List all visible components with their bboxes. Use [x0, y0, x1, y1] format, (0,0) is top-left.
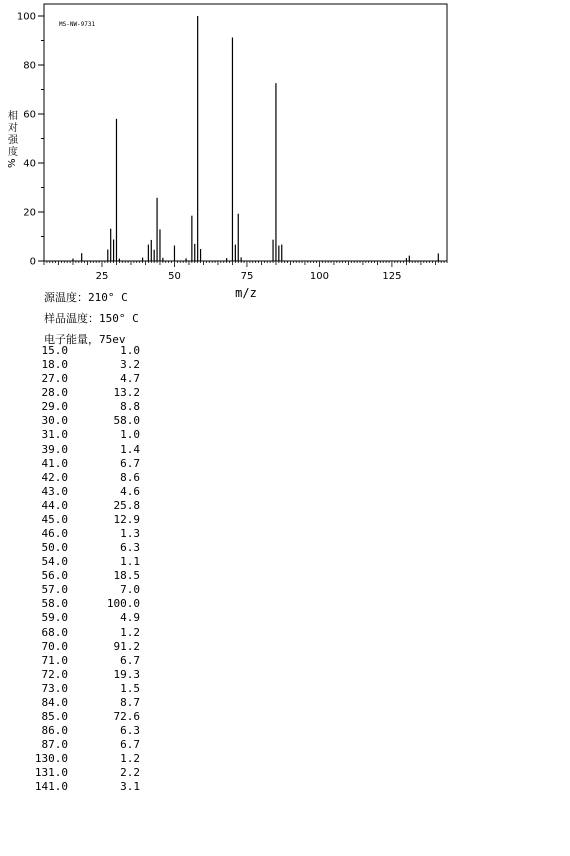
table-row [30, 780, 140, 794]
mz-value: 29.0 [41, 400, 68, 414]
abundance-value: 6.3 [120, 724, 140, 738]
abundance-value: 25.8 [113, 498, 140, 512]
abundance-value: 6.7 [120, 456, 140, 470]
mz-value: 59.0 [41, 611, 68, 625]
svg-text:%: % [7, 158, 18, 168]
x-tick-label: 100 [309, 271, 329, 282]
abundance-value: 1.0 [120, 428, 140, 442]
table-row [30, 372, 140, 386]
abundance-value: 13.2 [113, 386, 140, 400]
y-tick-label: 100 [16, 11, 36, 23]
abundance-value: 2.2 [120, 766, 140, 780]
mz-value: 46.0 [41, 527, 68, 541]
mz-value: 68.0 [41, 625, 68, 639]
mz-value: 71.0 [41, 653, 68, 667]
table-row [30, 344, 140, 358]
table-row [30, 400, 140, 414]
mz-value: 54.0 [41, 555, 68, 569]
y-tick-label: 0 [29, 256, 36, 268]
table-row [30, 710, 140, 724]
x-tick-label: 50 [168, 271, 181, 282]
y-tick-label: 80 [23, 60, 36, 72]
sample-temperature: 样品温度：150° C [44, 312, 139, 325]
abundance-value: 58.0 [113, 414, 140, 428]
mz-value: 43.0 [41, 484, 68, 498]
table-row [30, 752, 140, 766]
mz-value: 73.0 [41, 681, 68, 695]
y-tick-label: 60 [23, 109, 36, 121]
mz-value: 87.0 [41, 738, 68, 752]
mz-value: 39.0 [41, 442, 68, 456]
abundance-value: 4.6 [120, 484, 140, 498]
abundance-value: 1.3 [120, 527, 140, 541]
abundance-value: 8.8 [120, 400, 140, 414]
x-axis [44, 261, 447, 282]
x-tick-label: 125 [382, 271, 402, 282]
mz-value: 50.0 [41, 541, 68, 555]
abundance-value: 12.9 [113, 512, 140, 526]
abundance-value: 4.7 [120, 372, 140, 386]
table-row [30, 541, 140, 555]
table-row [30, 513, 140, 527]
table-row [30, 569, 140, 583]
table-row [30, 428, 140, 442]
abundance-value: 1.4 [120, 442, 140, 456]
table-row [30, 555, 140, 569]
mz-value: 56.0 [41, 569, 68, 583]
table-row [30, 738, 140, 752]
table-row [30, 443, 140, 457]
table-row [30, 471, 140, 485]
peak-bars [73, 16, 438, 261]
abundance-value: 91.2 [113, 639, 140, 653]
mz-value: 57.0 [41, 583, 68, 597]
abundance-value: 72.6 [113, 710, 140, 724]
abundance-value: 18.5 [113, 569, 140, 583]
table-row [30, 499, 140, 513]
abundance-value: 6.7 [120, 738, 140, 752]
table-row [30, 766, 140, 780]
mass-spectrum-chart [0, 0, 570, 300]
abundance-value: 1.2 [120, 752, 140, 766]
abundance-value: 8.6 [120, 470, 140, 484]
table-row [30, 386, 140, 400]
abundance-value: 4.9 [120, 611, 140, 625]
table-row [30, 682, 140, 696]
abundance-value: 3.1 [120, 780, 140, 794]
mz-value: 15.0 [41, 344, 68, 357]
table-row [30, 414, 140, 428]
abundance-value: 8.7 [120, 695, 140, 709]
y-tick-label: 20 [23, 207, 36, 219]
abundance-value: 6.3 [120, 541, 140, 555]
x-tick-label: 75 [240, 271, 254, 282]
y-axis-label [7, 109, 19, 168]
svg-text:强: 强 [8, 135, 18, 146]
spectrum-code: MS-NW-9731 [59, 21, 96, 28]
mz-value: 130.0 [34, 752, 68, 766]
svg-text:度: 度 [8, 147, 18, 158]
mz-value: 85.0 [41, 710, 68, 724]
abundance-value: 1.5 [120, 681, 140, 695]
mz-value: 30.0 [41, 414, 68, 428]
source-temperature: 源温度：210° C [44, 291, 128, 304]
mz-value: 42.0 [41, 470, 68, 484]
mz-value: 41.0 [41, 456, 68, 470]
abundance-value: 3.2 [120, 358, 140, 372]
svg-text:对: 对 [8, 123, 18, 134]
mz-value: 72.0 [41, 667, 68, 681]
table-row [30, 668, 140, 682]
table-row [30, 527, 140, 541]
mz-value: 84.0 [41, 695, 68, 709]
mz-value: 86.0 [41, 724, 68, 738]
svg-text:相: 相 [8, 111, 18, 122]
mz-value: 70.0 [41, 639, 68, 653]
abundance-value: 6.7 [120, 653, 140, 667]
x-axis-label: m/z [235, 286, 257, 300]
table-row [30, 626, 140, 640]
table-row [30, 611, 140, 625]
table-row [30, 583, 140, 597]
x-tick-label: 25 [95, 271, 109, 282]
table-row [30, 640, 140, 654]
mz-value: 131.0 [34, 766, 68, 780]
mz-value: 28.0 [41, 386, 68, 400]
y-axis [17, 12, 44, 268]
mz-value: 31.0 [41, 428, 68, 442]
table-row [30, 696, 140, 710]
table-row [30, 457, 140, 471]
abundance-value: 1.1 [120, 555, 140, 569]
table-row [30, 597, 140, 611]
electron-energy: 电子能量，75ev [44, 333, 126, 346]
peak-table [30, 344, 140, 795]
table-row [30, 358, 140, 372]
table-row [30, 654, 140, 668]
mz-value: 27.0 [41, 372, 68, 386]
mz-value: 18.0 [41, 358, 68, 372]
table-row [30, 485, 140, 499]
mz-value: 45.0 [41, 512, 68, 526]
plot-frame [44, 4, 447, 261]
table-row [30, 724, 140, 738]
mz-value: 141.0 [34, 780, 68, 794]
abundance-value: 100.0 [106, 597, 140, 611]
mz-value: 44.0 [41, 498, 68, 512]
abundance-value: 19.3 [113, 667, 140, 681]
y-tick-label: 40 [23, 158, 36, 170]
abundance-value: 1.2 [120, 625, 140, 639]
mz-value: 58.0 [41, 597, 68, 611]
abundance-value: 7.0 [120, 583, 140, 597]
abundance-value: 1.0 [120, 344, 140, 357]
